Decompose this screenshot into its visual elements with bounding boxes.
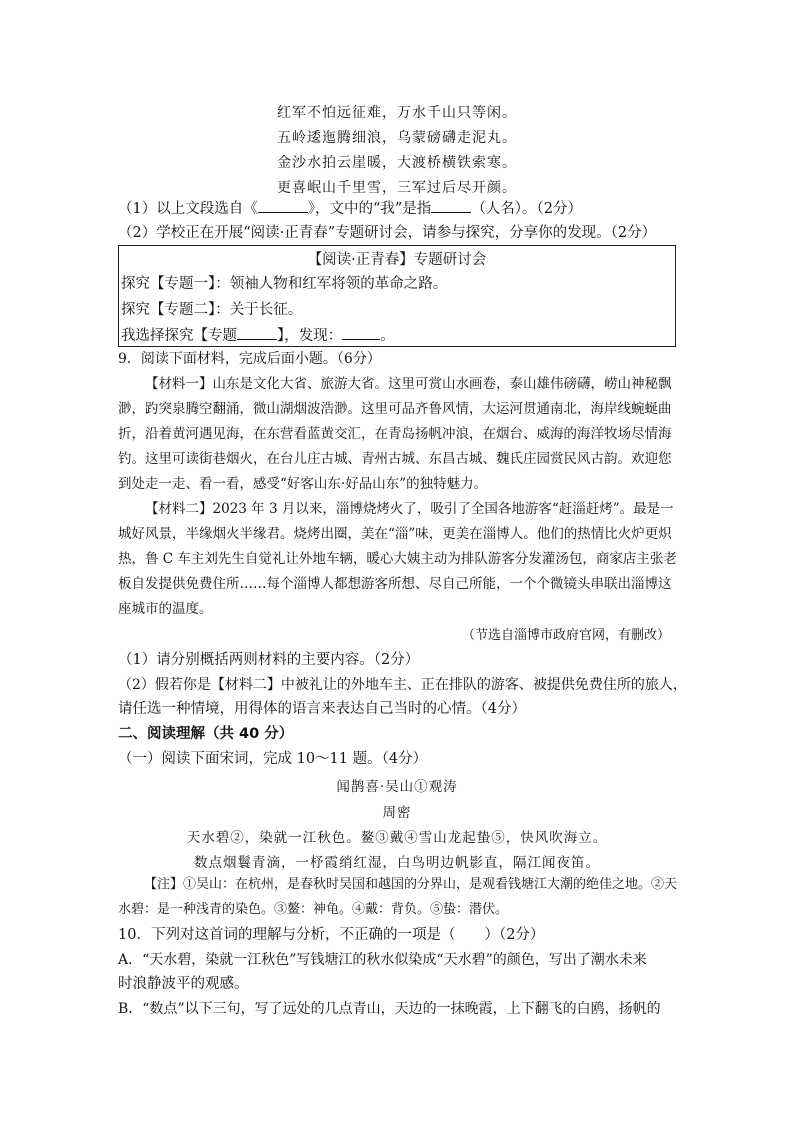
ci-title: 闻鹊喜·吴山①观涛	[336, 779, 458, 795]
question-9-2-line-1: （2）假若你是【材料二】中被礼让的外地车主、正在排队的游客、被提供免费住所的旅人，	[118, 677, 687, 693]
question-9-1: （1）请分别概括两则材料的主要内容。（2分）	[118, 652, 420, 668]
ci-notes: 【注】①吴山：在杭州，是春秋时吴国和越国的分界山，是观看钱塘江大潮的绝佳之地。②天水碧：是一种浅青的染色。③鳌：神龟。④戴：背负。⑤蛰：潜伏。	[118, 877, 678, 917]
question-8-2: （2）学校正在开展“阅读·正青春”专题研讨会，请参与探究，分享你的发现。（2分）	[118, 225, 657, 241]
source-note: （节选自淄博市政府官网，有删改）	[461, 628, 670, 643]
part-1-heading: （一）阅读下面宋词，完成 10～11 题。（4分）	[118, 751, 428, 767]
ci-line-2: 数点烟鬟青滴，一杼霞绡红湿，白鸟明边帆影直，隔江闻夜笛。	[194, 855, 600, 871]
section-2-heading: 二、阅读理解（共 40 分）	[118, 726, 294, 742]
answer-blank-finding[interactable]	[342, 325, 380, 340]
ci-line-1: 天水碧②，染就一江秋色。鳌③戴④雪山龙起蛰⑤，快风吹海立。	[186, 830, 608, 846]
option-a-line-1: A．“天水碧，染就一江秋色”写钱塘江的秋水似染成“天水碧”的颜色，写出了潮水未来	[118, 952, 647, 968]
option-b-line-1: B．“数点”以下三句，写了远处的几点青山，天边的一抹晚霞，上下翻飞的白鸥，扬帆的	[118, 1001, 661, 1017]
question-10: 10．下列对这首词的理解与分析，不正确的一项是（ ）（2分）	[118, 927, 545, 943]
question-9: 9．阅读下面材料，完成后面小题。（6分）	[118, 351, 381, 367]
answer-blank-book[interactable]	[258, 198, 308, 213]
question-8-1: （1）以上文段选自《 》，文中的“我”是指 （人名）。（2分）	[118, 198, 678, 220]
ci-author: 周密	[382, 805, 412, 821]
seminar-box	[118, 245, 676, 347]
poem-line-3: 金沙水拍云崖暖，大渡桥横铁索寒。	[277, 155, 517, 171]
material-2: 【材料二】2023 年 3 月以来，淄博烧烤火了，吸引了全国各地游客“赶淄赶烤”。最是一城好风景，半缘烟火半缘君。烧烤出圈，美在“淄”味，更美在淄博人。他们的热情比火炉更炽热，鲁 C 车主刘先生自觉礼让外地车辆，暖心大姨主动为排队游客分发灌汤包，商家店主张老板自发提供免费住所……每个淄博人都想游客所想、尽自己所能，一个个微镜头串联出淄博这座城市的温度。	[118, 501, 677, 617]
material-1: 【材料一】山东是文化大省、旅游大省。这里可赏山水画卷，泰山雄伟磅礴，崂山神秘飘渺，趵突泉腾空翻涌，微山湖烟波浩渺。这里可品齐鲁风情，大运河贯通南北，海岸线蜿蜒曲折，沿着黄河遇见海，在东营看蓝黄交汇，在青岛扬帆冲浪，在烟台、威海的海洋牧场尽情海钓。这里可读街巷烟火，在台儿庄古城、青州古城、东昌古城、魏氏庄园赏民风古韵。欢迎您到处走一走、看一看，感受“好客山东·好品山东”的独特魅力。	[118, 376, 672, 492]
poem-line-2: 五岭逶迤腾细浪，乌蒙磅礴走泥丸。	[277, 130, 517, 146]
question-9-2-line-2: 请任选一种情境，用得体的语言来表达自己当时的心情。（4分）	[118, 701, 526, 717]
answer-blank-person[interactable]	[431, 198, 471, 213]
option-a-line-2: 时浪静波平的观感。	[118, 976, 249, 992]
seminar-topic-2: 探究【专题二】：关于长征。	[121, 302, 303, 318]
answer-blank-topic[interactable]	[237, 325, 277, 340]
seminar-choice: 我选择探究【专题 】，发现： 。	[121, 324, 395, 345]
poem-line-4: 更喜岷山千里雪，三军过后尽开颜。	[277, 180, 517, 196]
seminar-title: 【阅读·正青春】专题研讨会	[307, 252, 487, 268]
poem-line-1: 红军不怕远征难，万水千山只等闲。	[277, 105, 517, 121]
seminar-topic-1: 探究【专题一】：领袖人物和红军将领的革命之路。	[121, 276, 448, 292]
